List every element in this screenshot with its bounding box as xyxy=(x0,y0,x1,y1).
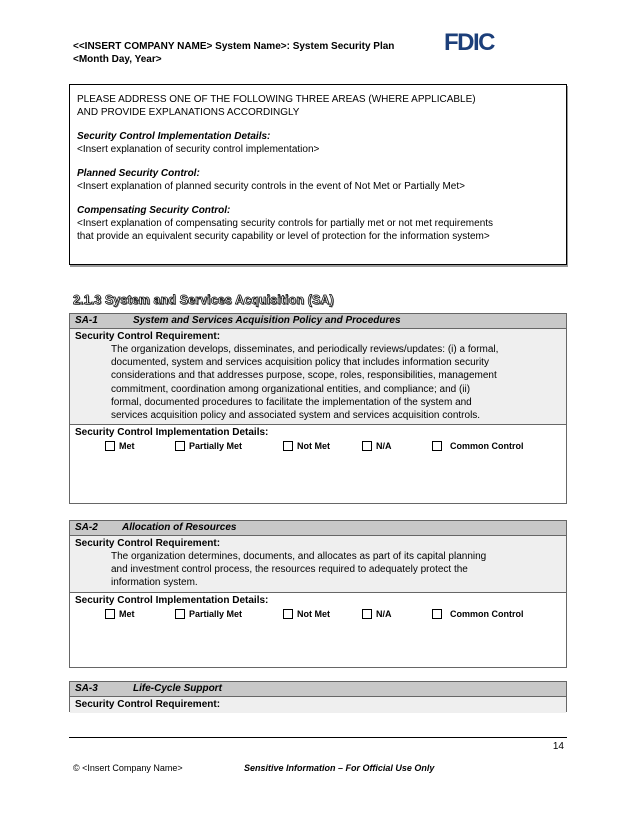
control-id: SA-2 xyxy=(75,522,98,533)
checkbox-na[interactable] xyxy=(362,608,392,620)
requirement-line: formal, documented procedures to facilitate the implementation of the system and xyxy=(111,396,472,408)
requirement-label: Security Control Requirement: xyxy=(75,331,221,342)
requirement-section xyxy=(70,329,566,425)
checkbox-icon[interactable] xyxy=(362,441,372,451)
control-table-sa-3 xyxy=(69,681,567,712)
checkbox-icon[interactable] xyxy=(105,609,115,619)
checkbox-label: Partially Met xyxy=(189,609,243,619)
footer-rule xyxy=(69,737,567,738)
checkbox-icon[interactable] xyxy=(432,609,442,619)
control-table-sa-2 xyxy=(69,520,567,668)
checkbox-partially-met[interactable] xyxy=(175,608,242,620)
control-header xyxy=(70,521,566,536)
requirement-line: services acquisition policy and associated system and services acquisition controls. xyxy=(111,410,481,422)
checkbox-label: Common Control xyxy=(450,609,524,619)
control-title: System and Services Acquisition Policy and Procedures xyxy=(133,315,401,326)
requirement-section xyxy=(70,697,566,713)
requirement-label: Security Control Requirement: xyxy=(75,538,221,549)
checkbox-common-control[interactable] xyxy=(432,608,524,620)
checkbox-partially-met[interactable] xyxy=(175,440,242,452)
checkbox-label: Common Control xyxy=(450,441,524,451)
checkbox-label: N/A xyxy=(376,609,392,619)
requirement-section xyxy=(70,536,566,593)
compensating-control-heading: Compensating Security Control: xyxy=(77,205,231,216)
requirement-line: commitment, coordination among organizational entities, and compliance; and (ii) xyxy=(111,383,471,395)
checkbox-met[interactable] xyxy=(105,440,135,452)
checkbox-icon[interactable] xyxy=(432,441,442,451)
requirement-line: and investment control process, the resources required to adequately protect the xyxy=(111,564,468,576)
compensating-control-text-line2: that provide an equivalent security capability or level of protection for the information system> xyxy=(77,231,490,242)
status-checkbox-row xyxy=(75,439,562,453)
implementation-label: Security Control Implementation Details: xyxy=(75,595,269,606)
instructions-intro-line2: AND PROVIDE EXPLANATIONS ACCORDINGLY xyxy=(77,107,300,118)
checkbox-icon[interactable] xyxy=(105,441,115,451)
planned-control-heading: Planned Security Control: xyxy=(77,168,200,179)
control-table-sa-1 xyxy=(69,313,567,504)
section-heading: 2.1.3 System and Services Acquisition (SA) xyxy=(73,293,334,307)
checkbox-icon[interactable] xyxy=(283,441,293,451)
fdic-logo-icon xyxy=(443,28,501,54)
checkbox-common-control[interactable] xyxy=(432,440,524,452)
checkbox-label: Partially Met xyxy=(189,441,243,451)
requirement-line: The organization develops, disseminates, and periodically reviews/updates: (i) a formal, xyxy=(111,344,499,355)
document-title: <<INSERT COMPANY NAME> System Name>: System Security Plan xyxy=(73,41,395,52)
requirement-text xyxy=(75,550,562,590)
checkbox-label: Not Met xyxy=(297,441,330,451)
planned-control-text: <Insert explanation of planned security controls in the event of Not Met or Partially Met> xyxy=(77,181,465,192)
control-header xyxy=(70,682,566,697)
status-checkbox-row xyxy=(75,607,562,621)
implementation-section xyxy=(70,593,566,621)
control-title: Allocation of Resources xyxy=(122,522,237,533)
checkbox-na[interactable] xyxy=(362,440,392,452)
requirement-line: considerations and that addresses purpose, scope, roles, responsibilities, management xyxy=(111,370,497,382)
instructions-box xyxy=(69,84,567,265)
checkbox-label: Met xyxy=(119,441,135,451)
requirement-line: The organization determines, documents, and allocates as part of its capital planning xyxy=(111,551,487,562)
checkbox-label: Not Met xyxy=(297,609,330,619)
checkbox-label: N/A xyxy=(376,441,392,451)
checkbox-icon[interactable] xyxy=(175,441,185,451)
compensating-control-text-line1: <Insert explanation of compensating security controls for partially met or not met requirements xyxy=(77,218,494,229)
requirement-label: Security Control Requirement: xyxy=(75,699,221,710)
control-header xyxy=(70,314,566,329)
requirement-line: documented, system and services acquisition policy that includes information security xyxy=(111,357,489,369)
implementation-label: Security Control Implementation Details: xyxy=(75,427,269,438)
control-id: SA-1 xyxy=(75,315,98,326)
implementation-section xyxy=(70,425,566,453)
svg-text:FDIC: FDIC xyxy=(444,29,494,54)
control-title: Life-Cycle Support xyxy=(133,683,222,694)
footer-classification: Sensitive Information – For Official Use Only xyxy=(244,763,435,773)
checkbox-not-met[interactable] xyxy=(283,440,330,452)
requirement-text xyxy=(75,343,562,422)
checkbox-label: Met xyxy=(119,609,135,619)
control-id: SA-3 xyxy=(75,683,98,694)
checkbox-not-met[interactable] xyxy=(283,608,330,620)
checkbox-icon[interactable] xyxy=(175,609,185,619)
impl-details-text: <Insert explanation of security control implementation> xyxy=(77,144,320,155)
page-number: 14 xyxy=(552,741,564,752)
checkbox-icon[interactable] xyxy=(362,609,372,619)
footer-copyright: © <Insert Company Name> xyxy=(73,763,183,773)
fdic-logo xyxy=(443,28,501,54)
instructions-intro-line1: PLEASE ADDRESS ONE OF THE FOLLOWING THREE AREAS (WHERE APPLICABLE) xyxy=(77,94,476,105)
requirement-line: information system. xyxy=(111,577,198,589)
checkbox-met[interactable] xyxy=(105,608,135,620)
impl-details-heading: Security Control Implementation Details: xyxy=(77,131,271,142)
document-date: <Month Day, Year> xyxy=(73,54,162,65)
checkbox-icon[interactable] xyxy=(283,609,293,619)
